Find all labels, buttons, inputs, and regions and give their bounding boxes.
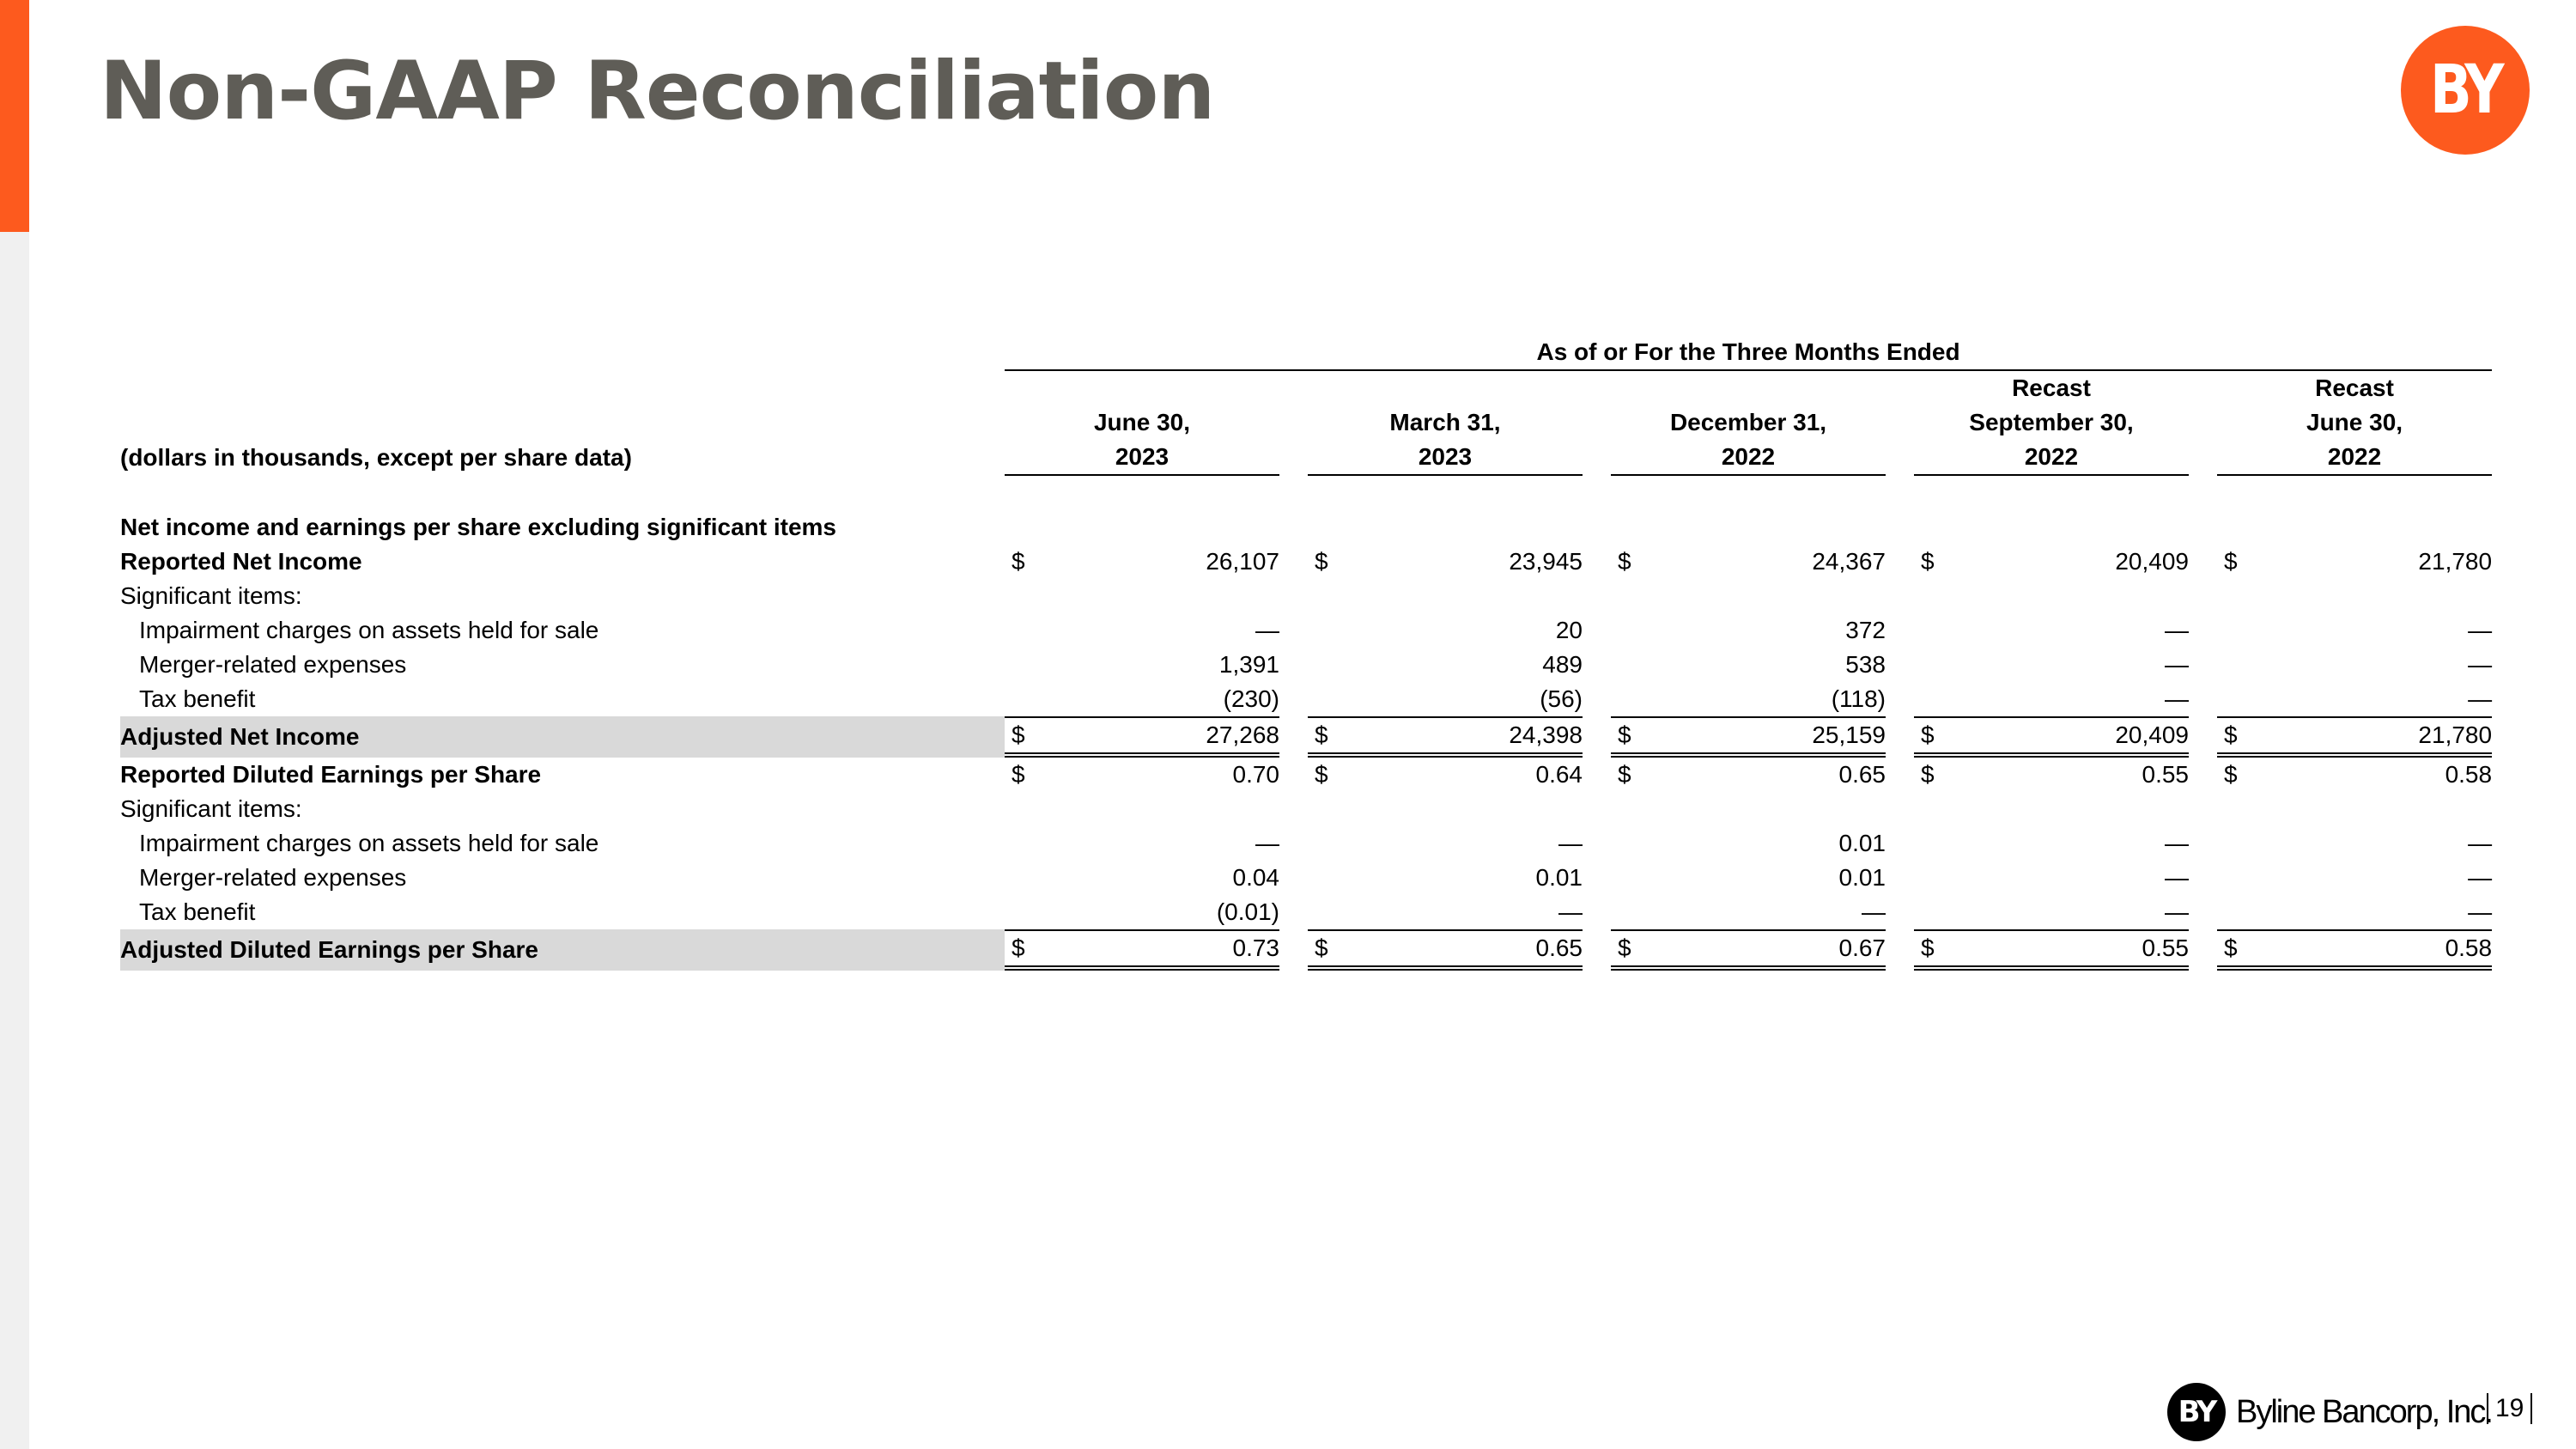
cell-value: 0.58 bbox=[2445, 761, 2493, 788]
page-title: Non-GAAP Reconciliation bbox=[100, 45, 1215, 138]
cell-value: 20,409 bbox=[1983, 716, 2189, 758]
currency-symbol: $ bbox=[2217, 929, 2286, 971]
cell-value: 20 bbox=[1555, 617, 1583, 643]
recast-row bbox=[120, 371, 2492, 405]
column-header-year: 2022 bbox=[1914, 440, 2189, 476]
column-header-year: 2023 bbox=[1308, 440, 1583, 476]
currency-symbol: $ bbox=[1315, 548, 1328, 575]
row-label: Impairment charges on assets held for sale bbox=[139, 830, 599, 856]
company-name: Byline Bancorp, Inc. bbox=[2236, 1393, 2492, 1430]
cell-value: 372 bbox=[1845, 617, 1886, 643]
reconciliation-table bbox=[120, 335, 2492, 971]
row-label: Tax benefit bbox=[139, 685, 256, 712]
cell-value: — bbox=[2165, 651, 2189, 678]
cell-value: (230) bbox=[1223, 685, 1279, 712]
cell-value: — bbox=[2165, 864, 2189, 891]
currency-symbol: $ bbox=[1012, 548, 1025, 575]
table-row bbox=[120, 648, 2492, 682]
cell-value: — bbox=[1558, 830, 1583, 856]
cell-value: 27,268 bbox=[1073, 716, 1279, 758]
cell-value: 24,367 bbox=[1812, 548, 1886, 575]
cell-value: 21,780 bbox=[2286, 716, 2492, 758]
table-row bbox=[120, 613, 2492, 648]
cell-value: — bbox=[2468, 651, 2493, 678]
column-header-year: 2022 bbox=[1611, 440, 1886, 476]
table-row bbox=[120, 792, 2492, 826]
section-heading: Net income and earnings per share excluding significant items bbox=[120, 514, 836, 540]
cell-value: 20,409 bbox=[2115, 548, 2189, 575]
cell-value: 21,780 bbox=[2418, 548, 2493, 575]
currency-symbol: $ bbox=[2224, 548, 2238, 575]
footer-logo bbox=[2167, 1379, 2492, 1445]
cell-value: — bbox=[2468, 864, 2493, 891]
table-row-total bbox=[120, 716, 2492, 758]
row-label: Reported Diluted Earnings per Share bbox=[120, 761, 542, 788]
cell-value: 0.01 bbox=[1535, 864, 1583, 891]
currency-symbol: $ bbox=[1914, 716, 1983, 758]
group-header-row bbox=[120, 335, 2492, 371]
cell-value: 1,391 bbox=[1218, 651, 1279, 678]
row-label: Reported Net Income bbox=[120, 548, 362, 575]
recast-label bbox=[1308, 371, 1583, 405]
currency-symbol: $ bbox=[1921, 548, 1935, 575]
cell-value: 23,945 bbox=[1509, 548, 1583, 575]
row-label: Merger-related expenses bbox=[139, 864, 407, 891]
period-row-1 bbox=[120, 405, 2492, 440]
cell-value: — bbox=[2468, 617, 2493, 643]
table-row bbox=[120, 545, 2492, 579]
currency-symbol: $ bbox=[1611, 716, 1680, 758]
cell-value: — bbox=[2468, 898, 2493, 925]
recast-label: Recast bbox=[2012, 374, 2091, 401]
cell-value: (118) bbox=[1831, 685, 1886, 712]
row-label: Significant items: bbox=[120, 795, 302, 822]
cell-value: 489 bbox=[1542, 651, 1583, 678]
currency-symbol: $ bbox=[1921, 761, 1935, 788]
column-header-period: March 31, bbox=[1389, 409, 1501, 435]
cell-value: 0.65 bbox=[1838, 761, 1886, 788]
cell-value: 0.01 bbox=[1838, 830, 1886, 856]
row-label: Adjusted Diluted Earnings per Share bbox=[120, 929, 1005, 971]
currency-symbol: $ bbox=[1308, 929, 1376, 971]
cell-value: — bbox=[1558, 898, 1583, 925]
cell-value: — bbox=[1255, 830, 1279, 856]
table-row bbox=[120, 682, 2492, 716]
table-row bbox=[120, 758, 2492, 792]
cell-value: 26,107 bbox=[1206, 548, 1279, 575]
cell-value: 0.70 bbox=[1232, 761, 1279, 788]
currency-symbol: $ bbox=[1005, 929, 1073, 971]
cell-value: — bbox=[2468, 685, 2493, 712]
units-label: (dollars in thousands, except per share data) bbox=[120, 444, 632, 471]
currency-symbol: $ bbox=[1005, 716, 1073, 758]
row-label: Merger-related expenses bbox=[139, 651, 407, 678]
column-header-period: September 30, bbox=[1969, 409, 2134, 435]
currency-symbol: $ bbox=[1611, 929, 1680, 971]
byline-logo-icon: BY bbox=[2401, 26, 2530, 155]
cell-value: (0.01) bbox=[1216, 898, 1279, 925]
currency-symbol: $ bbox=[2217, 716, 2286, 758]
currency-symbol: $ bbox=[1618, 761, 1631, 788]
row-label: Impairment charges on assets held for sale bbox=[139, 617, 599, 643]
section-heading-row bbox=[120, 510, 2492, 545]
currency-symbol: $ bbox=[1315, 761, 1328, 788]
cell-value: — bbox=[2165, 830, 2189, 856]
column-header-period: June 30, bbox=[2306, 409, 2403, 435]
row-label: Adjusted Net Income bbox=[120, 716, 1005, 758]
byline-badge-icon: BY bbox=[2167, 1383, 2226, 1441]
column-header-period: December 31, bbox=[1669, 409, 1827, 435]
currency-symbol: $ bbox=[1012, 761, 1025, 788]
table-row bbox=[120, 895, 2492, 929]
cell-value: 25,159 bbox=[1680, 716, 1886, 758]
currency-symbol: $ bbox=[1618, 548, 1631, 575]
cell-value: 0.01 bbox=[1838, 864, 1886, 891]
column-header-year: 2023 bbox=[1005, 440, 1279, 476]
column-header-year: 2022 bbox=[2217, 440, 2492, 476]
cell-value: — bbox=[1255, 617, 1279, 643]
cell-value: 0.55 bbox=[1983, 929, 2189, 971]
table-row bbox=[120, 826, 2492, 861]
cell-value: — bbox=[1862, 898, 1886, 925]
cell-value: 0.67 bbox=[1680, 929, 1886, 971]
cell-value: 0.73 bbox=[1073, 929, 1279, 971]
table-row bbox=[120, 861, 2492, 895]
cell-value: — bbox=[2165, 898, 2189, 925]
group-title: As of or For the Three Months Ended bbox=[1536, 338, 1960, 365]
recast-label bbox=[1611, 371, 1886, 405]
cell-value: 24,398 bbox=[1376, 716, 1583, 758]
table-row bbox=[120, 579, 2492, 613]
cell-value: 0.58 bbox=[2286, 929, 2492, 971]
cell-value: 0.55 bbox=[2142, 761, 2189, 788]
cell-value: 538 bbox=[1845, 651, 1886, 678]
recast-label: Recast bbox=[2315, 374, 2394, 401]
table-row-total bbox=[120, 929, 2492, 971]
cell-value: 0.64 bbox=[1535, 761, 1583, 788]
cell-value: — bbox=[2468, 830, 2493, 856]
row-label: Tax benefit bbox=[139, 898, 256, 925]
column-header-period: June 30, bbox=[1093, 409, 1191, 435]
cell-value: 0.04 bbox=[1232, 864, 1279, 891]
currency-symbol: $ bbox=[2224, 761, 2238, 788]
page-number: 19 bbox=[2487, 1393, 2532, 1424]
left-accent-bar bbox=[0, 0, 29, 232]
currency-symbol: $ bbox=[1914, 929, 1983, 971]
cell-value: 0.65 bbox=[1376, 929, 1583, 971]
period-row-2 bbox=[120, 440, 2492, 476]
cell-value: — bbox=[2165, 685, 2189, 712]
cell-value: — bbox=[2165, 617, 2189, 643]
currency-symbol: $ bbox=[1308, 716, 1376, 758]
recast-label bbox=[1005, 371, 1279, 405]
row-label: Significant items: bbox=[120, 582, 302, 609]
cell-value: (56) bbox=[1540, 685, 1583, 712]
